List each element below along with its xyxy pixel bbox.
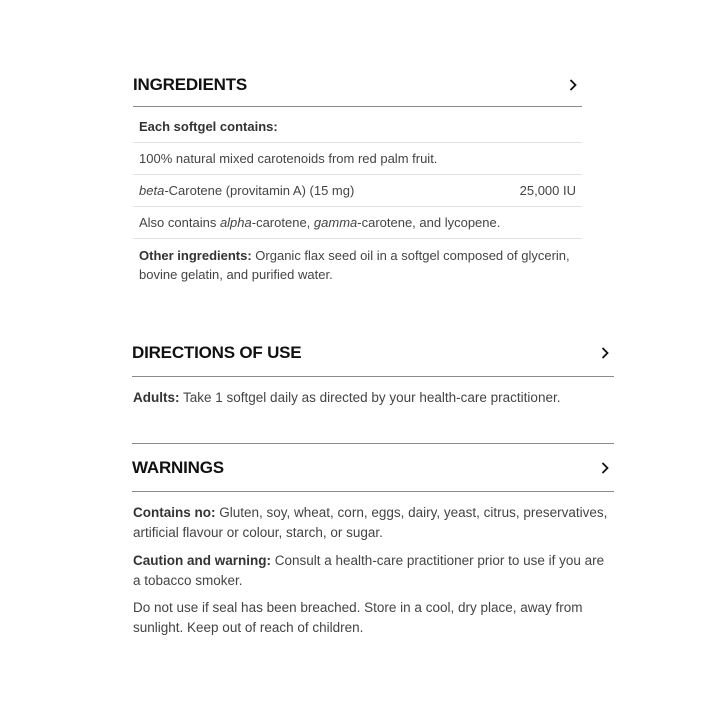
- table-row: [133, 111, 582, 143]
- directions-header[interactable]: [132, 338, 614, 377]
- chevron-right-icon[interactable]: [566, 78, 580, 92]
- warnings-header[interactable]: [132, 453, 614, 492]
- directions-text: Adults: Take 1 softgel daily as directed by your health-care practitioner.: [133, 390, 561, 405]
- chevron-right-icon[interactable]: [598, 346, 612, 360]
- section-divider: [132, 443, 614, 444]
- warning-storage: Do not use if seal has been breached. Store in a cool, dry place, away from sunlight. Keep out of reach of children.: [133, 600, 583, 635]
- table-header-label: Each softgel contains:: [139, 119, 278, 134]
- warning-caution: Caution and warning: Consult a health-care practitioner prior to use if you are a tobacco smoker.: [133, 553, 605, 588]
- ingredient-also-contains: Also contains alpha-carotene, gamma-carotene, and lycopene.: [139, 215, 501, 230]
- ingredient-beta-carotene: beta-Carotene (provitamin A) (15 mg): [139, 183, 355, 198]
- table-row: [133, 175, 582, 207]
- warning-contains-no: Contains no: Gluten, soy, wheat, corn, eggs, dairy, yeast, citrus, preservatives, artificial flavour or colour, starch, or sugar.: [133, 505, 608, 540]
- other-ingredients: Other ingredients: Organic flax seed oil in a softgel composed of glycerin, bovine gelatin, and purified water.: [139, 248, 570, 282]
- ingredient-natural-carotenoids: 100% natural mixed carotenoids from red palm fruit.: [139, 151, 438, 166]
- table-row: [133, 143, 582, 175]
- ingredients-table: [133, 111, 582, 284]
- ingredients-header[interactable]: [133, 70, 582, 107]
- ingredients-title: INGREDIENTS: [133, 75, 247, 94]
- warnings-title: WARNINGS: [132, 458, 224, 477]
- table-row: [133, 239, 582, 284]
- ingredient-amount: 25,000 IU: [519, 183, 576, 198]
- chevron-right-icon[interactable]: [598, 461, 612, 475]
- directions-title: DIRECTIONS OF USE: [132, 343, 302, 362]
- table-row: [133, 207, 582, 239]
